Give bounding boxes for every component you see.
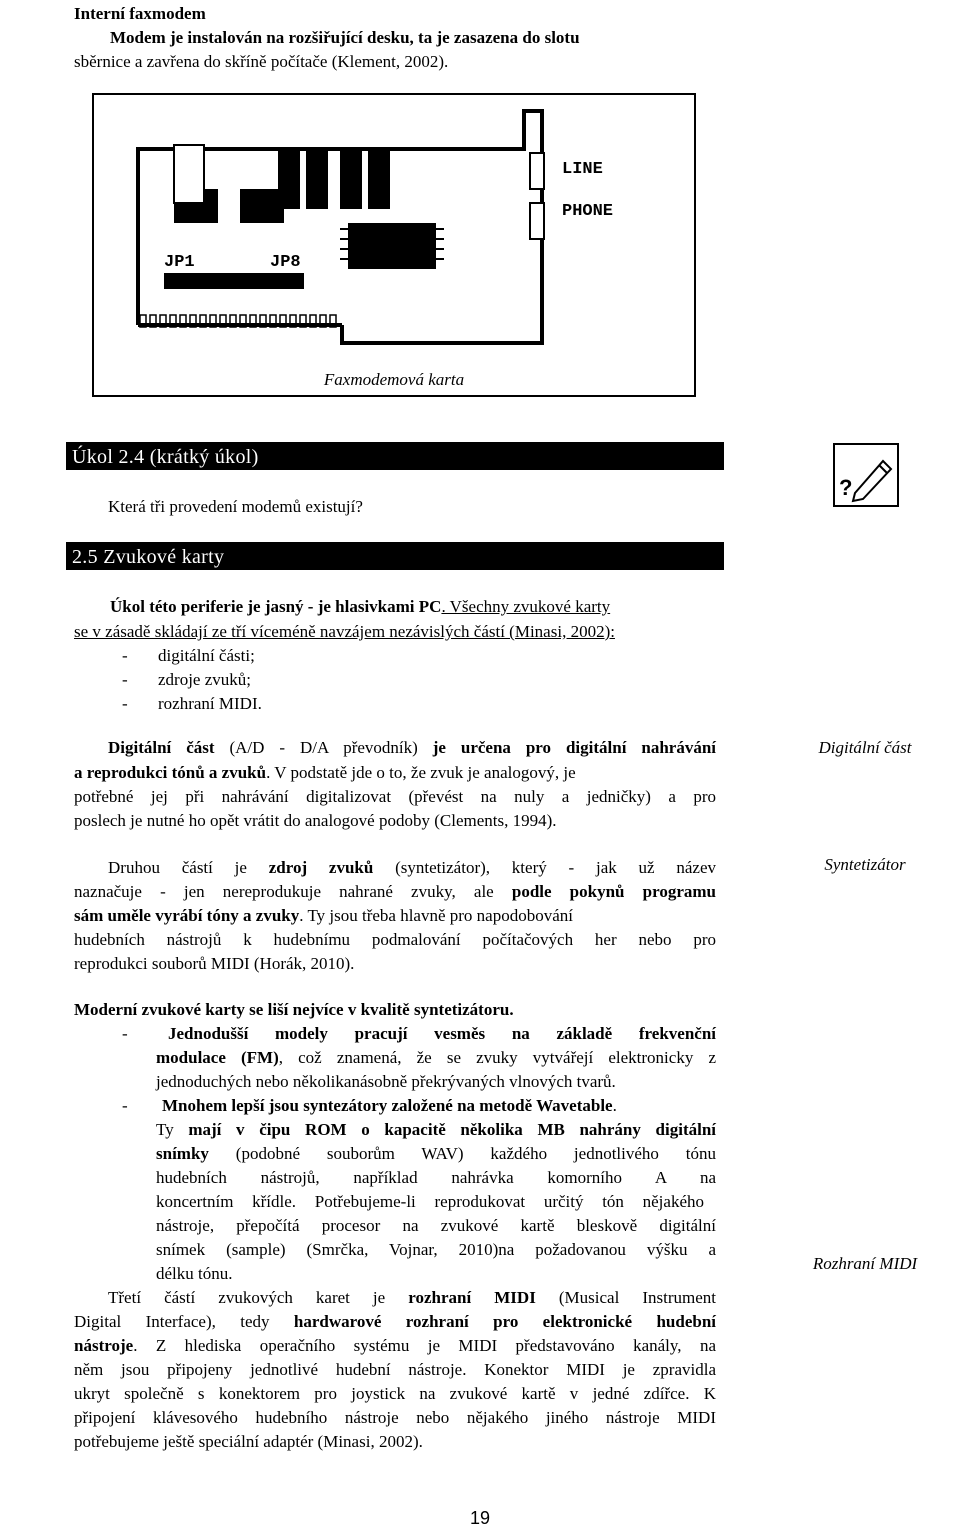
- task-question: Která tři provedení modemů existují?: [108, 497, 363, 516]
- small-chips: [174, 145, 390, 223]
- sidenote-synth: Syntetizátor: [824, 855, 906, 874]
- modern-b-line-5: koncertním křídle. Potřebujeme-li reprodukovat určitý tón nějakého: [156, 1192, 704, 1211]
- task-pencil-icon: [833, 443, 899, 507]
- modern-b-line-8: délku tónu.: [156, 1264, 233, 1283]
- synth-line-5: reprodukci souborů MIDI (Horák, 2010).: [74, 954, 355, 973]
- section-title: Interní faxmodem: [74, 4, 206, 23]
- midi-line-4: něm jsou připojeny jednotlivé hudební nástroje. Konektor MIDI je zpravidla: [74, 1360, 716, 1379]
- modern-b-line-4: hudebních nástrojů, například nahrávka komorního A na: [156, 1168, 716, 1187]
- jumper-block: [164, 273, 304, 289]
- synth-line-4: hudebních nástrojů k hudebnímu podmalování počítačových her nebo pro: [74, 930, 716, 949]
- line-connector: [530, 153, 544, 189]
- modern-a-line-1: Jednodušší modely pracují vesměs na základě frekvenční: [168, 1024, 716, 1043]
- label-phone: PHONE: [562, 202, 614, 221]
- label-jp1: JP1: [164, 253, 195, 272]
- sidenote-digital: Digitální část: [818, 738, 912, 757]
- modern-title: Moderní zvukové karty se liší nejvíce v kvalitě syntetizátoru.: [74, 1000, 514, 1019]
- digital-line-3: potřebné jej při nahrávání digitalizovat (převést na nuly a jedničky) a pro: [74, 787, 716, 806]
- page-number: 19: [469, 1508, 491, 1528]
- list-dash: -: [122, 1096, 128, 1115]
- synth-line-1: Druhou částí je zdroj zvuků (syntetizátor), který - jak už název: [108, 858, 717, 877]
- synth-line-2: naznačuje - jen nereprodukuje nahrané zvuky, ale podle pokynů programu: [74, 882, 716, 901]
- intro-paragraph-line-2: se v zásadě skládají ze tří víceméně navzájem nezávislých částí (Minasi, 2002):: [74, 622, 615, 641]
- modern-b-line-2: Ty mají v čipu ROM o kapacitě několika MB nahrány digitální: [156, 1120, 717, 1139]
- modern-b-line-7: snímek (sample) (Smrčka, Vojnar, 2010)na požadovanou výšku a: [156, 1240, 716, 1259]
- label-jp8: JP8: [270, 253, 301, 272]
- midi-line-2: Digital Interface), tedy hardwarové rozhraní pro elektronické hudební: [74, 1312, 716, 1331]
- synth-line-3: sám uměle vyrábí tóny a zvuky. Ty jsou třeba hlavně pro napodobování: [74, 906, 573, 925]
- intro-line-1: [110, 26, 580, 50]
- label-line: LINE: [562, 160, 603, 179]
- figure-caption: Faxmodemová karta: [323, 370, 465, 389]
- digital-line-4: poslech je nutné ho opět vrátit do analogové podoby (Clements, 1994).: [74, 811, 557, 830]
- midi-line-7: potřebujeme ještě speciální adaptér (Minasi, 2002).: [74, 1432, 423, 1451]
- modern-b-line-6: nástroje, přepočítá procesor na zvukové kartě bleskově digitální: [156, 1216, 716, 1235]
- list-dash: -: [122, 1024, 128, 1043]
- faxmodem-card-illustration: [92, 93, 696, 368]
- intro-line-1-text: Modem je instalován na rozšiřující desku, ta je zasazena do slotu: [110, 28, 580, 47]
- midi-line-1: Třetí částí zvukových karet je rozhraní MIDI (Musical Instrument: [108, 1288, 716, 1307]
- midi-line-3: nástroje. Z hlediska operačního systému je MIDI představováno kanály, na: [74, 1336, 716, 1355]
- sidenote-midi: Rozhraní MIDI: [812, 1254, 918, 1273]
- section-banner: 2.5 Zvukové karty: [66, 542, 724, 570]
- intro-bold: Úkol této periferie je jasný - je hlasivkami PC: [110, 597, 442, 616]
- phone-connector: [530, 203, 544, 239]
- digital-line-1: Digitální část (A/D - D/A převodník) je určena pro digitální nahrávání: [108, 738, 716, 757]
- modern-b-line-3: snímky (podobné souborům WAV) každého jednotlivého tónu: [156, 1144, 716, 1163]
- midi-line-6: připojení klávesového hudebního nástroje nebo nějakého jiného nástroje MIDI: [74, 1408, 716, 1427]
- digital-line-2: a reprodukci tónů a zvuků. V podstatě jde o to, že zvuk je analogový, je: [74, 763, 576, 782]
- modern-a-line-2: modulace (FM), což znamená, že se zvuky vytvářejí elektronicky z: [156, 1048, 716, 1067]
- svg-text:?: ?: [839, 475, 853, 500]
- intro-rest: . Všechny zvukové karty: [441, 597, 611, 616]
- intro-paragraph-line-1: [110, 595, 700, 619]
- modern-a-line-3: jednoduchých nebo několikanásobně překrývaných vlnových tvarů.: [156, 1072, 616, 1091]
- task-banner: Úkol 2.4 (krátký úkol): [66, 442, 724, 470]
- intro-line-2: sběrnice a zavřena do skříně počítače (Klement, 2002).: [74, 52, 449, 71]
- midi-line-5: ukryt společně s konektorem pro joystick na zvukové kartě v jedné zdířce. K: [74, 1384, 716, 1403]
- modern-b-line-1: Mnohem lepší jsou syntezátory založené na metodě Wavetable.: [162, 1096, 617, 1115]
